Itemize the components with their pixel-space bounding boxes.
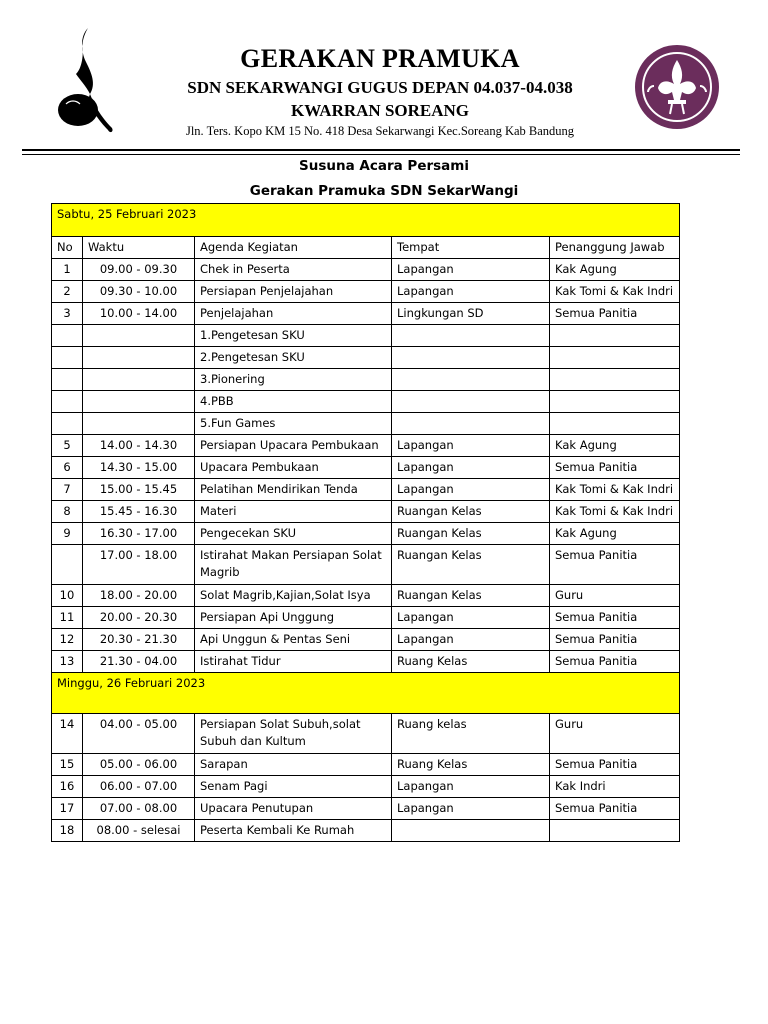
day-row: [52, 204, 680, 237]
table-cell: [550, 391, 680, 413]
table-cell: Ruangan Kelas: [392, 545, 550, 585]
table-cell: 11: [52, 607, 83, 629]
table-cell: Solat Magrib,Kajian,Solat Isya: [195, 585, 392, 607]
table-cell: Materi: [195, 501, 392, 523]
table-cell: 08.00 - selesai: [83, 820, 195, 842]
kwarran-name: KWARRAN SOREANG: [290, 101, 470, 120]
table-cell: 06.00 - 07.00: [83, 776, 195, 798]
table-cell: 4.PBB: [195, 391, 392, 413]
table-cell: Lapangan: [392, 281, 550, 303]
header-row: [52, 237, 680, 259]
table-cell: [52, 391, 83, 413]
table-cell: Lapangan: [392, 798, 550, 820]
table-cell: 14.00 - 14.30: [83, 435, 195, 457]
school-name: SDN SEKARWANGI GUGUS DEPAN 04.037-04.038: [187, 78, 573, 97]
table-cell: [83, 347, 195, 369]
table-row: [52, 714, 680, 754]
table-cell: Semua Panitia: [550, 651, 680, 673]
table-cell: Upacara Pembukaan: [195, 457, 392, 479]
table-row: [52, 369, 680, 391]
document-title: Susuna Acara Persami: [299, 158, 469, 174]
header-rule-thick: [22, 149, 740, 151]
table-row: [52, 259, 680, 281]
table-cell: Kak Tomi & Kak Indri: [550, 281, 680, 303]
table-cell: Persiapan Upacara Pembukaan: [195, 435, 392, 457]
table-cell: 17: [52, 798, 83, 820]
table-cell: 09.30 - 10.00: [83, 281, 195, 303]
table-cell: Semua Panitia: [550, 457, 680, 479]
table-cell: Lapangan: [392, 435, 550, 457]
day-row: [52, 673, 680, 714]
table-cell: 18: [52, 820, 83, 842]
table-cell: [52, 325, 83, 347]
column-header: Waktu: [83, 237, 195, 259]
table-cell: [392, 325, 550, 347]
table-cell: Guru: [550, 714, 680, 754]
table-row: [52, 479, 680, 501]
table-cell: [83, 325, 195, 347]
table-cell: 3.Pionering: [195, 369, 392, 391]
table-row: [52, 585, 680, 607]
table-cell: Persiapan Api Unggung: [195, 607, 392, 629]
table-row: [52, 501, 680, 523]
table-cell: Pelatihan Mendirikan Tenda: [195, 479, 392, 501]
table-cell: Semua Panitia: [550, 754, 680, 776]
table-cell: Lingkungan SD: [392, 303, 550, 325]
table-cell: Peserta Kembali Ke Rumah: [195, 820, 392, 842]
table-cell: [550, 325, 680, 347]
table-cell: [550, 347, 680, 369]
table-cell: 15.45 - 16.30: [83, 501, 195, 523]
day-label: Minggu, 26 Februari 2023: [52, 673, 680, 714]
table-cell: 16: [52, 776, 83, 798]
table-cell: [52, 545, 83, 585]
table-row: [52, 523, 680, 545]
table-cell: Lapangan: [392, 607, 550, 629]
table-cell: [83, 369, 195, 391]
table-row: [52, 435, 680, 457]
table-cell: 07.00 - 08.00: [83, 798, 195, 820]
table-cell: 5: [52, 435, 83, 457]
table-row: [52, 303, 680, 325]
table-cell: Kak Tomi & Kak Indri: [550, 501, 680, 523]
table-cell: Lapangan: [392, 776, 550, 798]
scout-emblem-logo: [634, 44, 720, 130]
table-cell: 2.Pengetesan SKU: [195, 347, 392, 369]
table-cell: Ruangan Kelas: [392, 585, 550, 607]
table-row: [52, 651, 680, 673]
table-cell: Ruang kelas: [392, 714, 550, 754]
table-cell: [550, 369, 680, 391]
table-cell: Ruangan Kelas: [392, 523, 550, 545]
table-cell: Chek in Peserta: [195, 259, 392, 281]
table-cell: Kak Agung: [550, 523, 680, 545]
table-cell: Semua Panitia: [550, 629, 680, 651]
table-cell: [83, 413, 195, 435]
table-cell: [52, 369, 83, 391]
table-cell: 1.Pengetesan SKU: [195, 325, 392, 347]
table-cell: Persiapan Solat Subuh,solat Subuh dan Kultum: [195, 714, 392, 754]
address: Jln. Ters. Kopo KM 15 No. 418 Desa Sekarwangi Kec.Soreang Kab Bandung: [185, 124, 575, 138]
table-row: [52, 629, 680, 651]
table-cell: Persiapan Penjelajahan: [195, 281, 392, 303]
table-row: [52, 281, 680, 303]
pramuka-tunas-kelapa-logo: [52, 24, 120, 136]
table-cell: 17.00 - 18.00: [83, 545, 195, 585]
table-cell: [52, 347, 83, 369]
table-cell: 1: [52, 259, 83, 281]
table-cell: 3: [52, 303, 83, 325]
table-cell: Penjelajahan: [195, 303, 392, 325]
table-cell: 6: [52, 457, 83, 479]
table-cell: Ruang Kelas: [392, 754, 550, 776]
table-row: [52, 457, 680, 479]
table-cell: Ruangan Kelas: [392, 501, 550, 523]
table-cell: [83, 391, 195, 413]
column-header: Tempat: [392, 237, 550, 259]
table-cell: Api Unggun & Pentas Seni: [195, 629, 392, 651]
table-cell: Kak Indri: [550, 776, 680, 798]
header-rule-thin: [22, 154, 740, 155]
column-header: Penanggung Jawab: [550, 237, 680, 259]
table-cell: 20.00 - 20.30: [83, 607, 195, 629]
table-cell: 8: [52, 501, 83, 523]
table-cell: [550, 820, 680, 842]
table-cell: Semua Panitia: [550, 545, 680, 585]
table-cell: [392, 391, 550, 413]
table-cell: 12: [52, 629, 83, 651]
table-cell: [392, 820, 550, 842]
table-row: [52, 413, 680, 435]
table-cell: 09.00 - 09.30: [83, 259, 195, 281]
table-cell: 15.00 - 15.45: [83, 479, 195, 501]
table-cell: Istirahat Makan Persiapan Solat Magrib: [195, 545, 392, 585]
table-cell: 14.30 - 15.00: [83, 457, 195, 479]
table-row: [52, 391, 680, 413]
table-cell: 18.00 - 20.00: [83, 585, 195, 607]
table-cell: 15: [52, 754, 83, 776]
table-cell: Semua Panitia: [550, 798, 680, 820]
schedule-table: [51, 203, 680, 842]
table-cell: Kak Agung: [550, 435, 680, 457]
table-cell: Sarapan: [195, 754, 392, 776]
table-cell: 21.30 - 04.00: [83, 651, 195, 673]
org-name: GERAKAN PRAMUKA: [240, 44, 520, 73]
table-row: [52, 607, 680, 629]
table-cell: 5.Fun Games: [195, 413, 392, 435]
table-cell: Lapangan: [392, 479, 550, 501]
table-cell: Lapangan: [392, 457, 550, 479]
table-cell: 9: [52, 523, 83, 545]
document-subtitle: Gerakan Pramuka SDN SekarWangi: [249, 183, 519, 199]
column-header: No: [52, 237, 83, 259]
table-cell: Kak Tomi & Kak Indri: [550, 479, 680, 501]
table-cell: [52, 413, 83, 435]
table-row: [52, 820, 680, 842]
table-cell: 10.00 - 14.00: [83, 303, 195, 325]
day-label: Sabtu, 25 Februari 2023: [52, 204, 680, 237]
table-cell: [392, 369, 550, 391]
table-cell: Istirahat Tidur: [195, 651, 392, 673]
table-cell: Semua Panitia: [550, 607, 680, 629]
table-row: [52, 776, 680, 798]
table-cell: [392, 347, 550, 369]
table-cell: 10: [52, 585, 83, 607]
table-cell: Senam Pagi: [195, 776, 392, 798]
table-cell: 13: [52, 651, 83, 673]
table-cell: 7: [52, 479, 83, 501]
table-cell: 16.30 - 17.00: [83, 523, 195, 545]
table-cell: Ruang Kelas: [392, 651, 550, 673]
table-cell: 2: [52, 281, 83, 303]
table-cell: Kak Agung: [550, 259, 680, 281]
table-row: [52, 545, 680, 585]
table-cell: 04.00 - 05.00: [83, 714, 195, 754]
table-cell: Guru: [550, 585, 680, 607]
table-row: [52, 325, 680, 347]
table-cell: [392, 413, 550, 435]
table-cell: Pengecekan SKU: [195, 523, 392, 545]
column-header: Agenda Kegiatan: [195, 237, 392, 259]
table-cell: Upacara Penutupan: [195, 798, 392, 820]
table-cell: Semua Panitia: [550, 303, 680, 325]
table-cell: Lapangan: [392, 259, 550, 281]
table-row: [52, 347, 680, 369]
table-cell: Lapangan: [392, 629, 550, 651]
table-row: [52, 754, 680, 776]
table-cell: [550, 413, 680, 435]
table-cell: 05.00 - 06.00: [83, 754, 195, 776]
table-row: [52, 798, 680, 820]
table-cell: 20.30 - 21.30: [83, 629, 195, 651]
table-cell: 14: [52, 714, 83, 754]
